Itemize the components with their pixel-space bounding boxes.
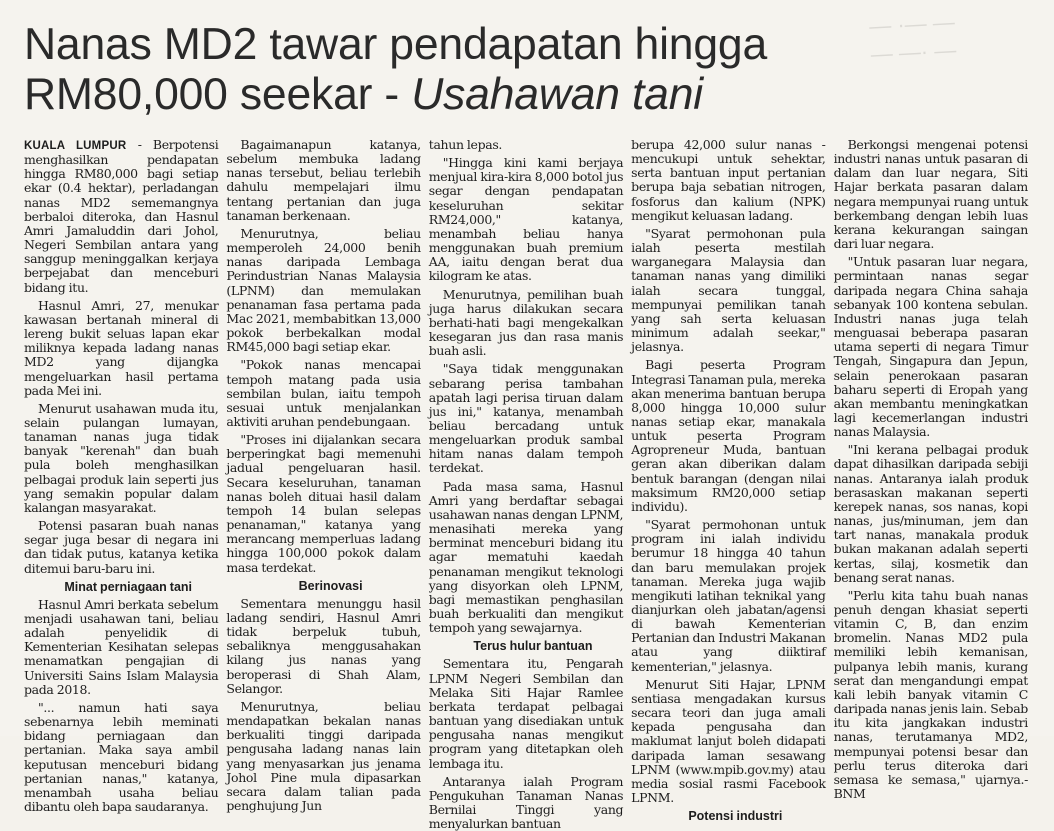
paragraph: Bagaimanapun katanya, sebelum membuka ladang nanas tersebut, beliau terlebih dahulu mempelajari ilmu tentang pertanian dan juga tanaman berkenaan. xyxy=(226,137,421,223)
column-1 xyxy=(24,137,219,815)
paragraph: "Saya tidak menggunakan sebarang perisa tambahan apatah lagi perisa tiruan dalam jus ini," katanya, menambah beliau bercadang untuk mengeluarkan produk sambal hitam nanas dalam tempoh terdekat. xyxy=(428,361,624,476)
paragraph: Sementara menunggu hasil ladang sendiri, Hasnul Amri tidak berpeluk tubuh, sebaliknya menggusahakan kilang jus nanas yang beroperasi di Shah Alam, Selangor. xyxy=(226,595,421,696)
paragraph: "Ini kerana pelbagai produk dapat dihasilkan daripada sebiji nanas. Antaranya ialah produk berasaskan makanan seperti kerepek nanas, sos nanas, kopi nanas, jus/minuman, jem dan tart nanas, manakala produk bukan makanan adalah seperti kertas, silaj, kosmetik dan benang serat nanas. xyxy=(833,442,1028,585)
column-5 xyxy=(833,137,1028,802)
column-3 xyxy=(428,137,624,831)
column-4 xyxy=(631,137,826,824)
paragraph: "Syarat permohonan pula ialah peserta mestilah warganegara Malaysia dan tanaman nanas yang dimiliki ialah secara tunggal, mempunyai pemilikan tanah yang sah serta keluasan minimum adalah seekar," jelasnya. xyxy=(631,225,826,355)
paragraph: berupa 42,000 sulur nanas - mencukupi untuk sehektar, serta bantuan input pertanian berupa baja sebatian nitrogen, fosforus dan kalium (NPK) mengikut keluasan ladang. xyxy=(631,137,826,223)
subheading: Terus hulur bantuan xyxy=(473,639,593,654)
headline xyxy=(24,20,854,120)
paragraph: "Syarat permohonan untuk program ini ialah individu berumur 18 hingga 40 tahun dan baru memulakan projek tanaman. Mereka juga wajib mengikuti latihan teknikal yang dianjurkan oleh jabatan/agensi di bawah Kementerian Pertanian dan Industri Makanan atau yang diiktiraf kementerian," jelasnya. xyxy=(631,517,826,674)
paragraph: Menurutnya, beliau mendapatkan bekalan nanas berkualiti tinggi daripada pengusaha ladang nanas lain yang menyasarkan jus jenama Johol Pine mula dipasarkan secara dalam talian pada penghujung Jun xyxy=(226,698,421,814)
paragraph: Hasnul Amri berkata sebelum menjadi usahawan tani, beliau adalah penyelidik di Kementerian Kesihatan selepas menamatkan pengajian di Universiti Sains Islam Malaysia pada 2018. xyxy=(24,596,219,697)
paragraph: "Proses ini dijalankan secara berperingkat bagi memenuhi jadual pengeluaran hasil. Secara keseluruhan, tanaman nanas boleh dituai hasil dalam tempoh 14 bulan selepas penanaman," katanya yang merancang memperluas ladang hingga 100,000 pokok dalam masa terdekat. xyxy=(226,432,421,575)
paragraph: "Pokok nanas mencapai tempoh matang pada usia sembilan bulan, iaitu tempoh sesuai untuk menjalankan aktiviti aruhan pendebungaan. xyxy=(226,357,421,429)
subheading: Berinovasi xyxy=(298,578,363,593)
paragraph: "Untuk pasaran luar negara, permintaan nanas segar daripada negara China sahaja sebanyak 100 kontena sebulan. Industri nanas juga telah menguasai beberapa pasaran utama seperti di negara Timur Tengah, Singapura dan Jepun, selain penerokaan pasaran baharu seperti di Eropah yang akan membantu meningkatkan lagi kecemerlangan industri nanas Malaysia. xyxy=(833,254,1028,440)
headline-main: RM80,000 seekar - xyxy=(24,70,412,119)
paragraph: Bagi peserta Program Integrasi Tanaman pula, mereka akan menerima bantuan berupa 8,000 hingga 10,000 sulur nanas setiap ekar, manakala untuk peserta Program Agropreneur Muda, bantuan geran akan diberikan dalam bentuk barangan (dengan nilai maksimum RM20,000 setiap individu). xyxy=(631,357,826,514)
paragraph: Sementara itu, Pengarah LPNM Negeri Sembilan dan Melaka Siti Hajar Ramlee berkata terdapat pelbagai bantuan yang disediakan untuk pengusaha nanas mengikut program yang ditetapkan oleh lembaga itu. xyxy=(428,656,624,771)
paragraph: "... namun hati saya sebenarnya lebih meminati bidang perniagaan dan pertanian. Maka saya ambil keputusan menceburi bidang pertanian nanas," katanya, menambah usaha beliau dibantu oleh bapa saudaranya. xyxy=(24,699,219,815)
paragraph: Menurut usahawan muda itu, selain pulangan lumayan, tanaman nanas juga tidak banyak "kerenah" dan buah pula boleh menghasilkan pelbagai produk lain seperti jus yang semakin popular dalam kalangan masyarakat. xyxy=(24,400,219,515)
headline-attribution: Usahawan tani xyxy=(411,70,703,119)
paragraph: Antaranya ialah Program Pengukuhan Tanaman Nanas Bernilai Tinggi yang menyalurkan bantuan xyxy=(428,773,624,831)
paragraph: "Perlu kita tahu buah nanas penuh dengan khasiat seperti vitamin C, B, dan enzim bromelin. Nanas MD2 pula memiliki lebih kemanisan, pulpanya lebih manis, kurang serat dan mengandungi empat kali lebih banyak vitamin C daripada nanas jenis lain. Sebab itu kita jangkakan industri nanas, terutamanya MD2, mempunyai potensi besar dan perlu terus diteroka dari semasa ke semasa," ujarnya.- BNM xyxy=(833,587,1028,802)
paragraph: "Hingga kini kami berjaya menjual kira-kira 8,000 botol jus segar dengan pendapatan keseluruhan sekitar RM24,000," katanya, menambah beliau hanya menggunakan buah premium AA, iaitu dengan berat dua kilogram ke atas. xyxy=(428,155,624,284)
subheading: Potensi industri xyxy=(688,809,783,824)
lead-text: - Berpotensi menghasilkan pendapatan hingga RM80,000 bagi setiap ekar (0.4 hektar), perladangan nanas MD2 sememangnya berbaloi diteroka, dan Hasnul Amri Jamaluddin dari Johol, Negeri Sembilan antara yang sanggup meninggalkan kerjaya berpejabat dan menceburi bidang itu. xyxy=(24,137,219,295)
paragraph: Menurutnya, beliau memperoleh 24,000 benih nanas daripada Lembaga Perindustrian Nanas Malaysia (LPNM) dan memulakan penanaman fasa pertama pada Mac 2021, membabitkan 13,000 pokok berbekalkan modal RM45,000 bagi setiap ekar. xyxy=(226,225,421,355)
lead-paragraph xyxy=(24,138,218,295)
subheading: Minat perniagaan tani xyxy=(64,579,193,594)
article-body xyxy=(24,137,1030,831)
column-2 xyxy=(226,137,421,814)
headline-line-2 xyxy=(24,70,854,120)
bleed-through-text: — ·— — — —· — xyxy=(868,9,957,67)
headline-line-1: Nanas MD2 tawar pendapatan hingga xyxy=(24,20,767,69)
paragraph: Menurut Siti Hajar, LPNM sentiasa mengadakan kursus secara teori dan juga amali kepada pengusaha dan maklumat lanjut boleh didapati daripada laman sesawang LPNM (www.mpib.gov.my) atau media sosial rasmi Facebook LPNM. xyxy=(631,676,826,806)
paragraph: Berkongsi mengenai potensi industri nanas untuk pasaran di dalam dan luar negara, Siti Hajar berkata pasaran dalam negara mempunyai ruang untuk berkembang dengan lebih luas kerana kekurangan saingan dari luar negara. xyxy=(833,137,1028,252)
dateline: KUALA LUMPUR xyxy=(24,140,127,152)
paragraph: tahun lepas. xyxy=(428,137,503,152)
paragraph: Pada masa sama, Hasnul Amri yang berdaftar sebagai usahawan nanas dengan LPNM, menasihati mereka yang berminat menceburi bidang itu agar mematuhi kaedah penanaman mengikut teknologi yang disyorkan oleh LPNM, bagi memastikan penghasilan buah berkualiti dan mengikut tempoh yang sewajarnya. xyxy=(428,478,624,636)
paragraph: Menurutnya, pemilihan buah juga harus dilakukan secara berhati-hati bagi mengekalkan kesegaran jus dan rasa manis buah asli. xyxy=(428,286,624,359)
paragraph: Hasnul Amri, 27, menukar kawasan bertanah mineral di lereng bukit seluas lapan ekar miliknya kepada ladang nanas MD2 yang dijangka mengeluarkan hasil pertama pada Mei ini. xyxy=(24,297,219,398)
paragraph: Potensi pasaran buah nanas segar juga besar di negara ini dan tidak putus, katanya ketika ditemui baru-baru ini. xyxy=(24,518,219,576)
